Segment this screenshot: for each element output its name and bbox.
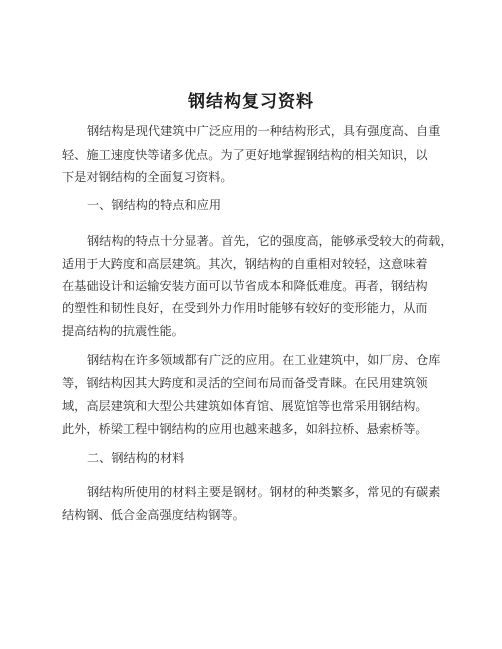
paragraph-line: 钢结构所使用的材料主要是钢材。钢材的种类繁多，常见的有碳素 [87,485,441,499]
paragraph-line: 等，钢结构因其大跨度和灵活的空间布局而备受青睐。在民用建筑领 [62,376,428,390]
paragraph-line: 此外，桥梁工程中钢结构的应用也越来越多，如斜拉桥、悬索桥等。 [62,422,428,436]
section-heading: 一、钢结构的特点和应用 [87,198,222,212]
paragraph-line: 在基础设计和运输安装方面可以节省成本和降低难度。再者，钢结构 [62,279,428,293]
paragraph-line: 的塑性和韧性良好，在受到外力作用时能够有较好的变形能力，从而 [62,301,428,315]
section-heading: 二、钢结构的材料 [87,451,185,465]
paragraph-line: 域，高层建筑和大型公共建筑如体育馆、展览馆等也常采用钢结构。 [62,399,428,413]
document-title: 钢结构复习资料 [188,92,314,112]
paragraph-line: 适用于大跨度和高层建筑。其次，钢结构的自重相对较轻，这意味着 [62,257,428,271]
paragraph-line: 钢结构在许多领域都有广泛的应用。在工业建筑中，如厂房、仓库 [87,353,441,367]
paragraph-line: 下是对钢结构的全面复习资料。 [62,170,233,184]
paragraph-line: 钢结构的特点十分显著。首先，它的强度高，能够承受较大的荷载， [87,234,453,248]
paragraph-line: 结构钢、低合金高强度结构钢等。 [62,508,245,522]
paragraph-line: 提高结构的抗震性能。 [62,324,184,338]
paragraph-line: 轻、施工速度快等诸多优点。为了更好地掌握钢结构的相关知识，以 [62,148,428,162]
paragraph-line: 钢结构是现代建筑中广泛应用的一种结构形式，具有强度高、自重 [87,124,441,138]
